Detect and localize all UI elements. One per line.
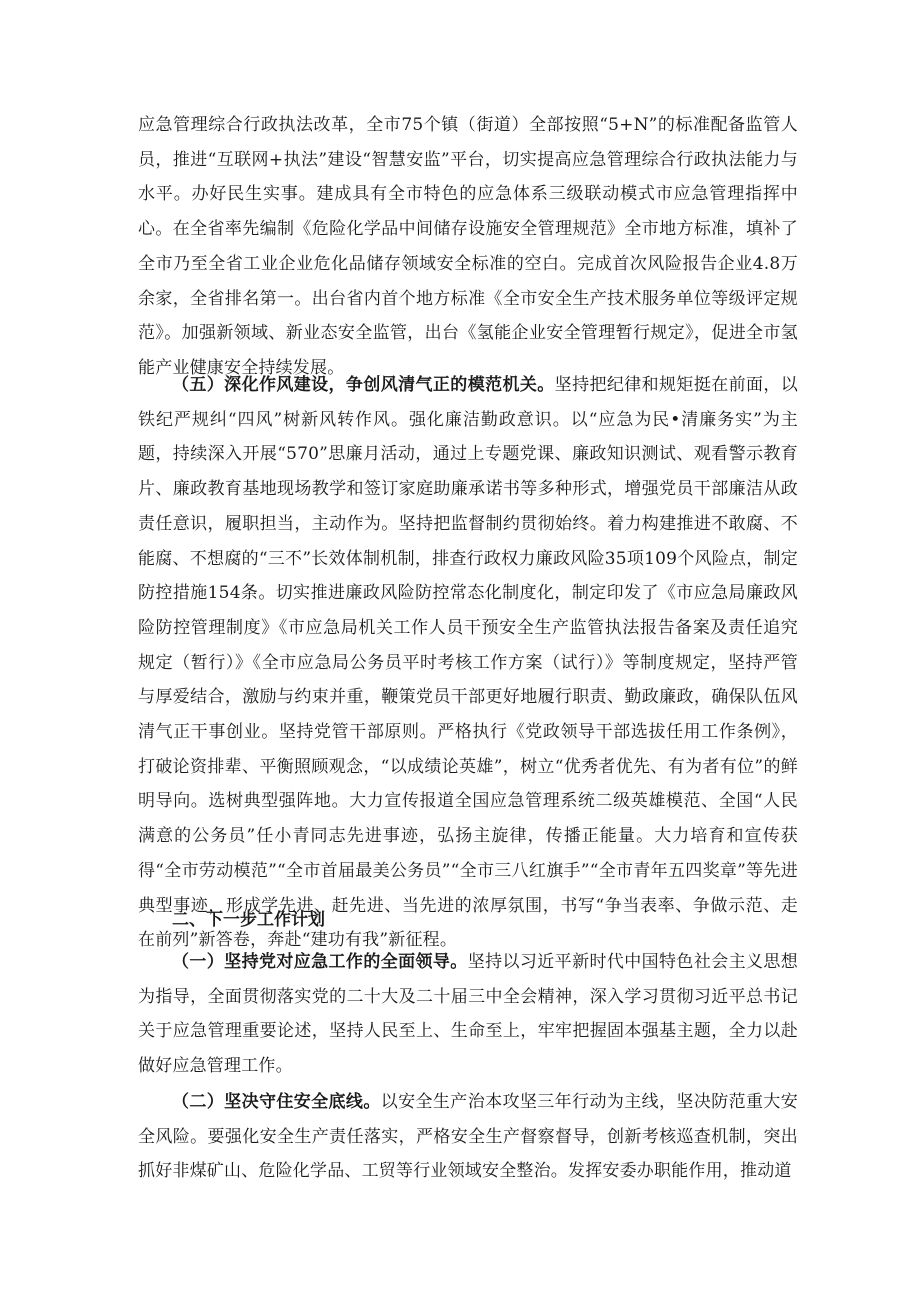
paragraph-law-enforcement-reform: 应急管理综合行政执法改革，全市75个镇（街道）全部按照“5+N”的标准配备监管人员，推进“互联网+执法”建设“智慧安监”平台，切实提高应急管理综合行政执法能力与水平。办好民生实事。建成具有全市特色的应急体系三级联动模式市应急管理指挥中心。在全省率先编制《危险化学品中间储存设施安全管理规范》全市地方标准，填补了全市乃至全省工业企业危化品储存领域安全标准的空白。完成首次风险报告企业4.8万余家，全省排名第一。出台省内首个地方标准《全市安全生产技术服务单位等级评定规范》。加强新领域、新业态安全监管，出台《氢能企业安全管理暂行规定》，促进全市氢能产业健康安全持续发展。 — [138, 115, 798, 378]
paragraph-party-leadership — [138, 945, 798, 1084]
paragraph-body: 坚持把纪律和规矩挺在前面，以铁纪严规纠“四风”树新风转作风。强化廉洁勤政意识。以“应急为民•清廉务实”为主题，持续深入开展“570”思廉月活动，通过上专题党课、廉政知识测试、观看警示教育片、廉政教育基地现场教学和签订家庭助廉承诺书等多种形式，增强党员干部廉洁从政责任意识，履职担当，主动作为。坚持把监督制约贯彻始终。着力构建推进不敢腐、不能腐、不想腐的“三不”长效体制机制，排查行政权力廉政风险35项109个风险点，制定防控措施154条。切实推进廉政风险防控常态化制度化，制定印发了《市应急局廉政风险防控管理制度》《市应急局机关工作人员干预安全生产监管执法报告备案及责任追究规定（暂行）》《全市应急局公务员平时考核工作方案（试行）》等制度规定，坚持严管与厚爱结合，激励与约束并重，鞭策党员干部更好地履行职责、勤政廉政，确保队伍风清气正干事创业。坚持党管干部原则。严格执行《党政领导干部选拔任用工作条例》，打破论资排辈、平衡照顾观念，“以成绩论英雄”，树立“优秀者优先、有为者有位”的鲜明导向。选树典型强阵地。大力宣传报道全国应急管理系统二级英雄模范、全国“人民满意的公务员”任小青同志先进事迹，弘扬主旋律，传播正能量。大力培育和宣传获得“全市劳动模范”“全市首届最美公务员”“全市三八红旗手”“全市青年五四奖章”等先进典型事迹，形成学先进、赶先进、当先进的浓厚氛围，书写“争当表率、争做示范、走在前列”新答卷，奔赴“建功有我”新征程。 — [138, 375, 798, 951]
paragraph-heading-five: （五）深化作风建设，争创风清气正的模范机关。 — [172, 375, 555, 395]
paragraph-safety-bottom-line — [138, 1085, 798, 1189]
paragraph-heading-two: （二）坚决守住安全底线。 — [172, 1092, 381, 1112]
paragraph-body: 以安全生产治本攻坚三年行动为主线，坚决防范重大安全风险。要强化安全生产责任落实，严格安全生产督察督导，创新考核巡查机制，突出抓好非煤矿山、危险化学品、工贸等行业领域安全整治。发挥安委办职能作用，推动道 — [138, 1092, 798, 1182]
paragraph-heading-one: （一）坚持党对应急工作的全面领导。 — [172, 952, 468, 972]
section-heading-next-plan: 二、下一步工作计划 — [172, 910, 325, 930]
paragraph-work-style — [138, 368, 798, 958]
paragraph-body: 坚持以习近平新时代中国特色社会主义思想为指导，全面贯彻落实党的二十大及二十届三中全会精神，深入学习贯彻习近平总书记关于应急管理重要论述，坚持人民至上、生命至上，牢牢把握固本强基主题，全力以赴做好应急管理工作。 — [138, 952, 798, 1077]
